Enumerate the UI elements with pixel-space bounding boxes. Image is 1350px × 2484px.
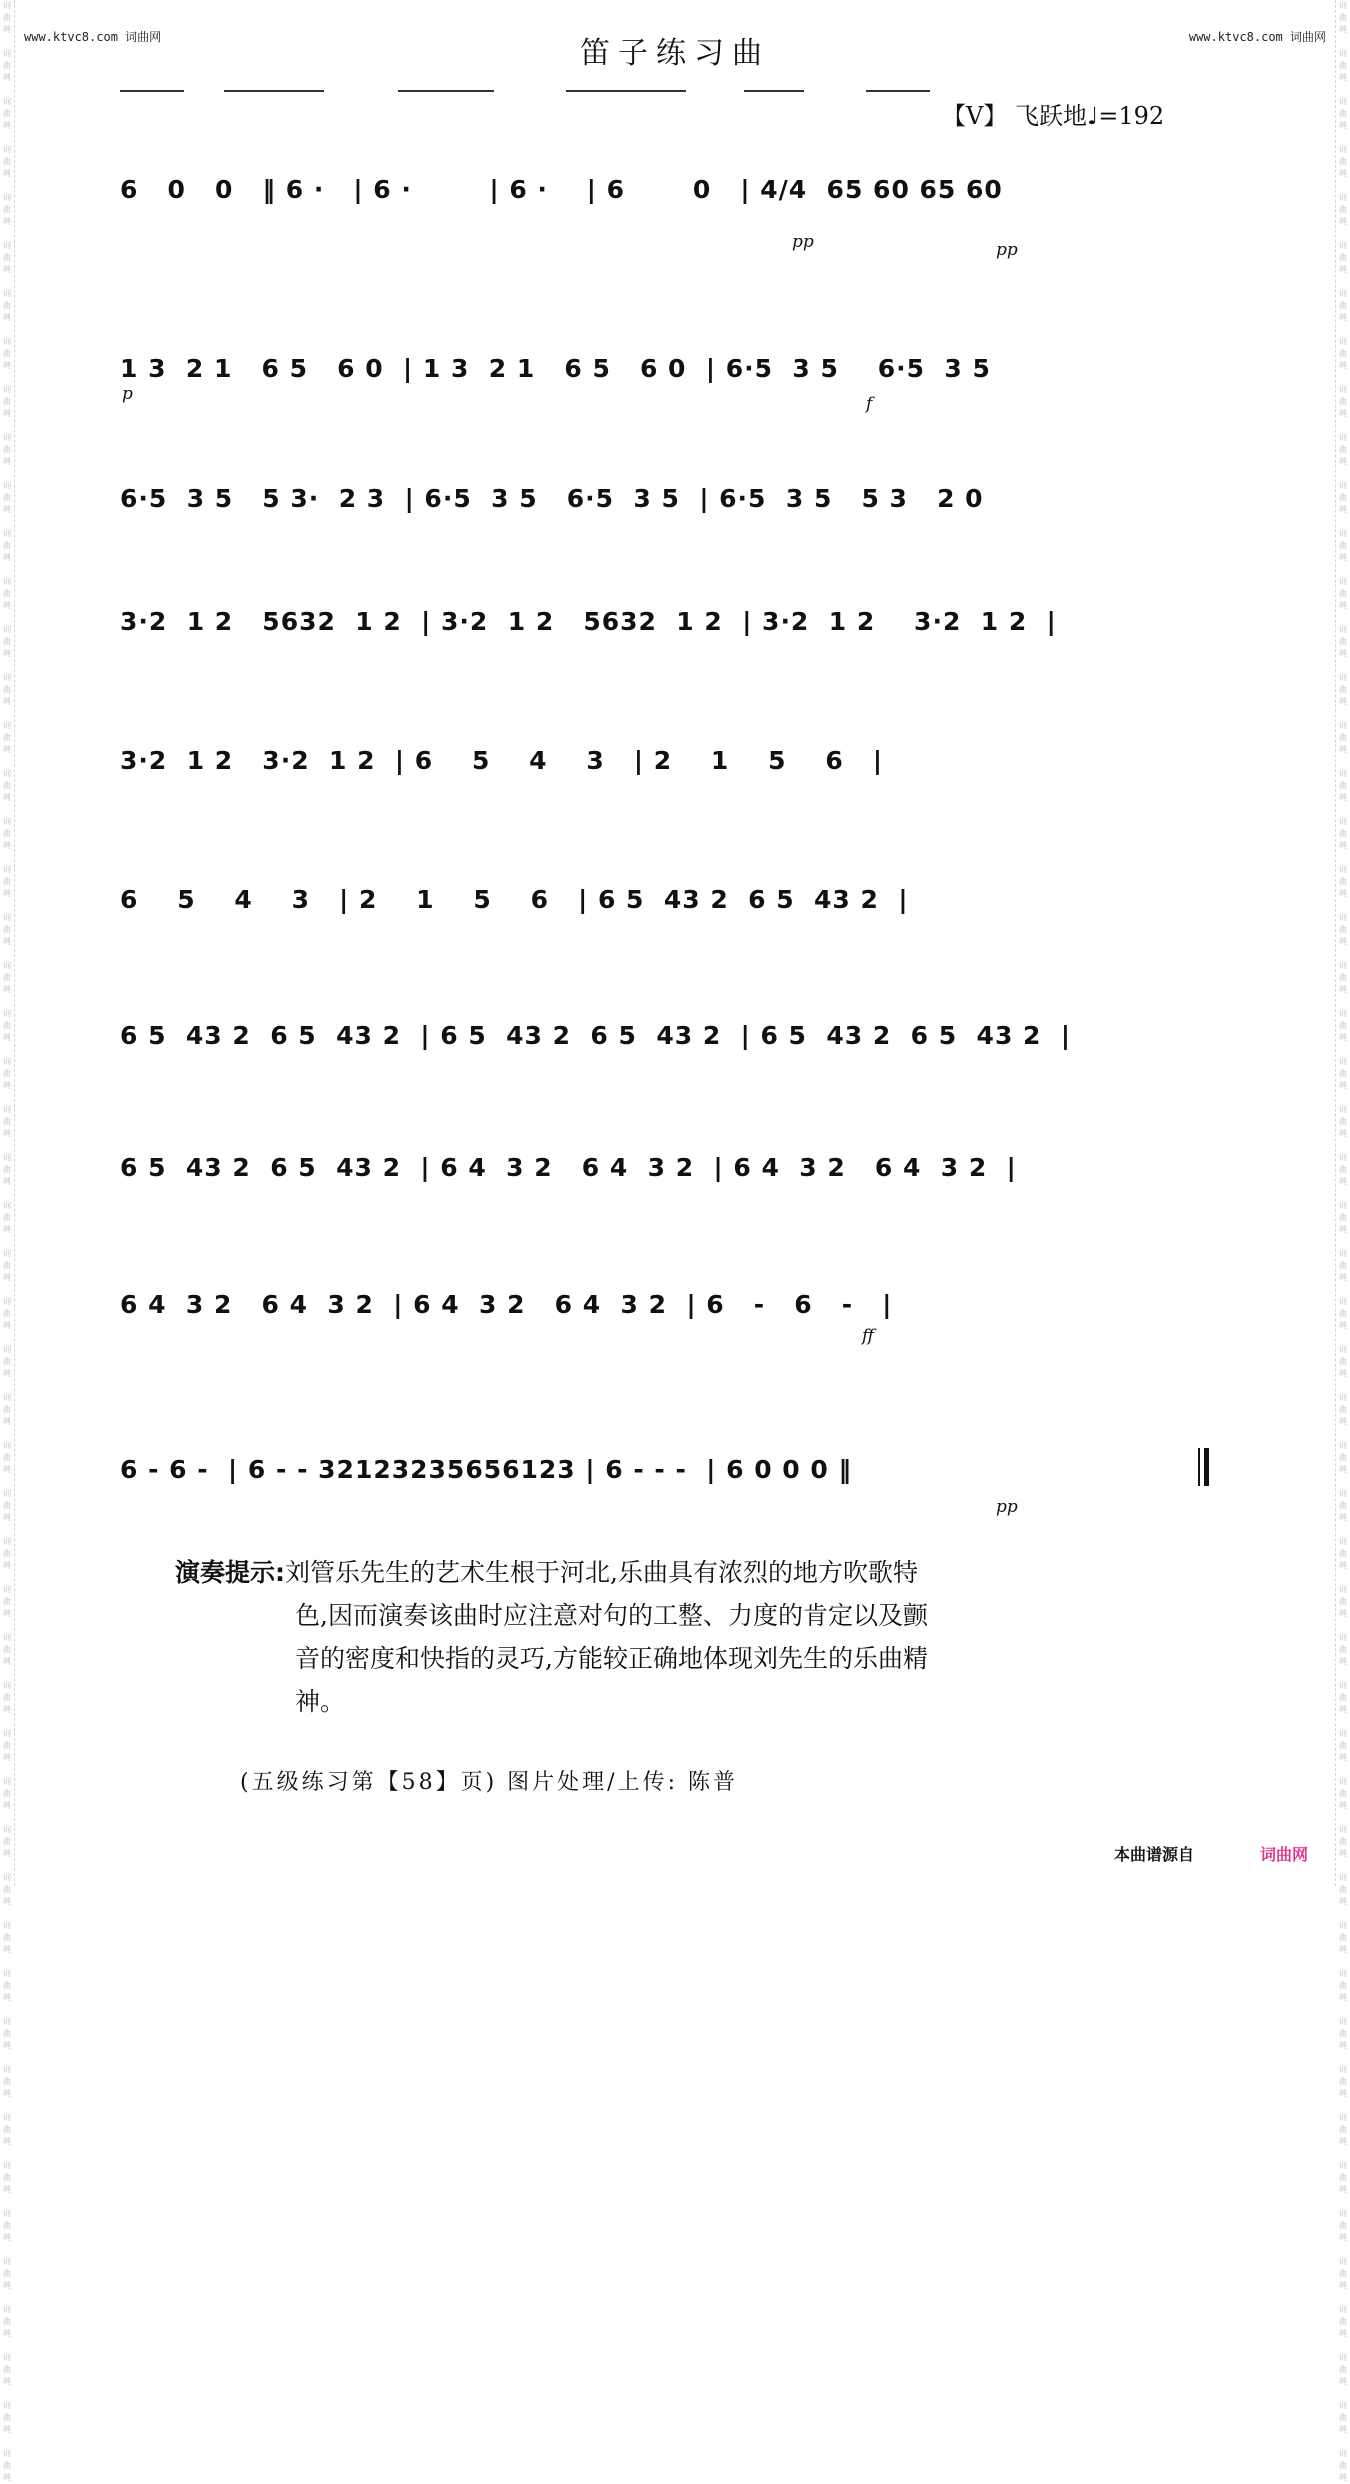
score-line: 1 3 2 1 6 5 6 0 | 1 3 2 1 6 5 6 0 | 6·5 3 5 6·5 3 5 [120,354,991,383]
right-watermark-strip: 词 曲 网 词 曲 网 词 曲 网 词 曲 网 词 曲 网 词 曲 网 词 曲 网 词 曲 网 词 曲 网 词 曲 网 词 曲 网 词 曲 网 词 曲 网 词 曲 网 词 曲 网 词 曲 网 词 曲 网 词 曲 网 词 曲 网 词 曲 网 词 曲 网 词 曲 网 词 曲 网 词 曲 网 词 曲 网 词 曲 网 词 曲 网 词 曲 网 词 曲 网 词 曲 网 词 曲 网 词 曲 网 词 曲 网 词 曲 网 词 曲 网 词 曲 网 词 曲 网 词 曲 网 词 曲 网 词 曲 网 词 曲 网 词 曲 网 词 曲 网 词 曲 网 词 曲 网 词 曲 网 词 曲 网 词 曲 网 词 曲 网 词 曲 网 词 曲 网 词 曲 网 [1335,0,1350,1886]
staff-rule [866,90,930,92]
staff-rule [120,90,184,92]
page-title: 笛子练习曲 [580,36,770,71]
performance-tips [175,1551,935,1723]
staff-rule [744,90,804,92]
score-line: 3·2 1 2 3·2 1 2 | 6 5 4 3 | 2 1 5 6 | [120,746,883,775]
score-line: 6·5 3 5 5 3· 2 3 | 6·5 3 5 6·5 3 5 | 6·5 3 5 5 3 2 0 [120,484,984,513]
dynamic-mark: p [122,384,133,404]
source-site-link[interactable]: 词曲网 [1260,1845,1309,1864]
final-barline [1198,1448,1200,1486]
score-line: 6 5 43 2 6 5 43 2 | 6 4 3 2 6 4 3 2 | 6 4 3 2 6 4 3 2 | [120,1153,1017,1182]
site-header-right[interactable]: www.ktvc8.com 词曲网 [1188,30,1326,44]
staff-rule [566,90,686,92]
tips-text: 刘管乐先生的艺术生根于河北,乐曲具有浓烈的地方吹歌特色,因而演奏该曲时应注意对句的工整、力度的肯定以及颤音的密度和快指的灵巧,方能较正确地体现刘先生的乐曲精神。 [285,1558,928,1716]
score-line: 6 4 3 2 6 4 3 2 | 6 4 3 2 6 4 3 2 | 6 - 6 - | [120,1290,893,1319]
staff-rule [224,90,324,92]
site-header-left[interactable]: www.ktvc8.com 词曲网 [24,30,162,44]
page-note: (五级练习第【58】页) 图片处理/上传: 陈普 [240,1770,738,1795]
score-line: 6 - 6 - | 6 - - 32123235656123 | 6 - - - | 6 0 0 0 ‖ [120,1455,852,1484]
dynamic-mark: f [866,394,873,414]
score-line: 3·2 1 2 5632 1 2 | 3·2 1 2 5632 1 2 | 3·2 1 2 3·2 1 2 | [120,607,1057,636]
final-barline [1204,1448,1209,1486]
dynamic-mark: pp [792,232,814,252]
score-line: 6 5 4 3 | 2 1 5 6 | 6 5 43 2 6 5 43 2 | [120,885,909,914]
staff-rule [398,90,494,92]
dynamic-mark: ff [862,1326,875,1346]
source-label: 本曲谱源自 [1114,1845,1195,1864]
score-line: 6 0 0 ‖ 6 · | 6 · | 6 · | 6 0 | 4/4 65 60 65 60 [120,175,1003,204]
tempo-marking: 【V】 飞跃地♩=192 [942,102,1165,130]
dynamic-mark: pp [996,1497,1018,1517]
left-watermark-strip: 词 曲 网 词 曲 网 词 曲 网 词 曲 网 词 曲 网 词 曲 网 词 曲 网 词 曲 网 词 曲 网 词 曲 网 词 曲 网 词 曲 网 词 曲 网 词 曲 网 词 曲 网 词 曲 网 词 曲 网 词 曲 网 词 曲 网 词 曲 网 词 曲 网 词 曲 网 词 曲 网 词 曲 网 词 曲 网 词 曲 网 词 曲 网 词 曲 网 词 曲 网 词 曲 网 词 曲 网 词 曲 网 词 曲 网 词 曲 网 词 曲 网 词 曲 网 词 曲 网 词 曲 网 词 曲 网 词 曲 网 词 曲 网 词 曲 网 词 曲 网 词 曲 网 词 曲 网 词 曲 网 词 曲 网 词 曲 网 词 曲 网 词 曲 网 词 曲 网 词 曲 网 [0,0,15,1886]
score-line: 6 5 43 2 6 5 43 2 | 6 5 43 2 6 5 43 2 | 6 5 43 2 6 5 43 2 | [120,1021,1071,1050]
tips-label: 演奏提示: [175,1558,285,1587]
dynamic-mark: pp [996,240,1018,260]
